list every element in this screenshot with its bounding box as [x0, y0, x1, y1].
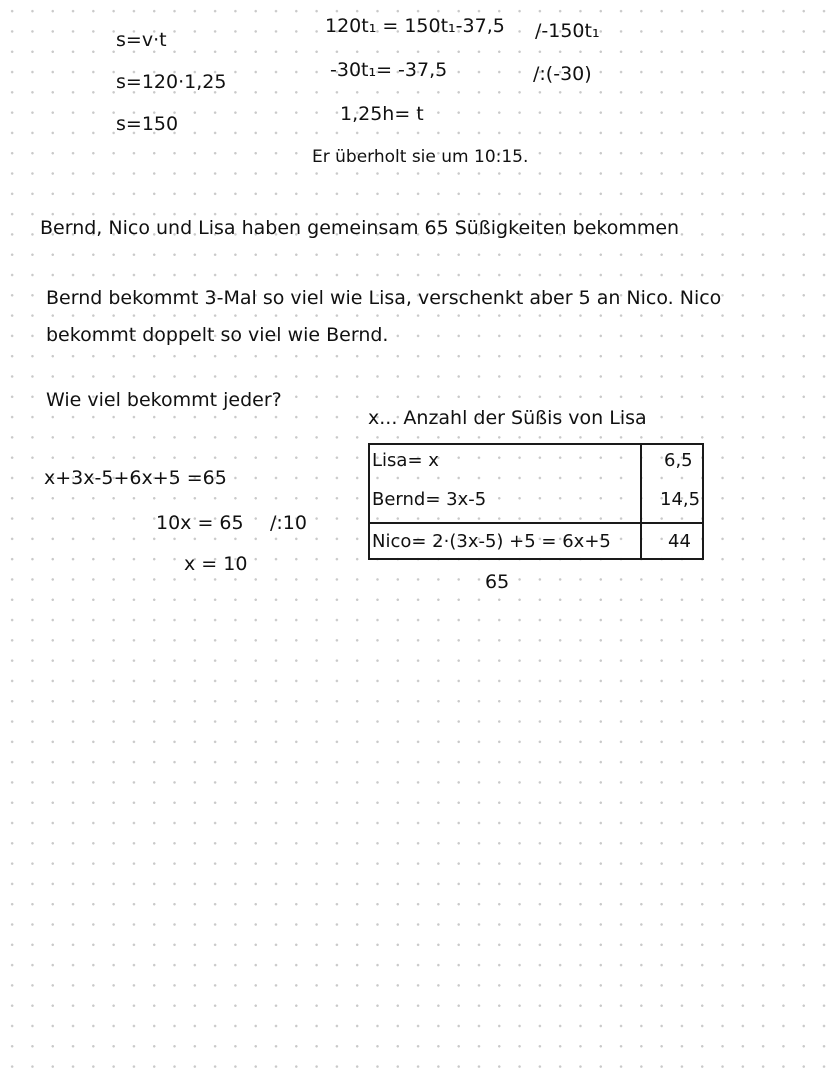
operation-2: /:(-30) [533, 63, 592, 85]
operation-1: /-150t₁ [535, 20, 600, 42]
table-row-divider [370, 522, 702, 524]
result-sentence: Er überholt sie um 10:15. [312, 147, 529, 167]
problem-line-1: Bernd, Nico und Lisa haben gemeinsam 65 Süßigkeiten bekommen [40, 217, 680, 239]
equation-line-2: -30t₁= -37,5 [330, 59, 448, 81]
problem-line-3: bekommt doppelt so viel wie Bernd. [46, 324, 389, 346]
equation-line-3: 1,25h= t [340, 103, 424, 125]
equation-simplified: 10x = 65 [156, 512, 244, 534]
formula-s-value: s=120·1,25 [116, 71, 227, 93]
equation-sum: x+3x-5+6x+5 =65 [44, 467, 227, 489]
equation-division-op: /:10 [270, 512, 307, 534]
question: Wie viel bekommt jeder? [46, 389, 282, 411]
variable-definition: x... Anzahl der Süßis von Lisa [368, 407, 647, 429]
equation-line-1: 120t₁ = 150t₁-37,5 [325, 15, 505, 37]
distribution-table [368, 443, 704, 560]
formula-s-vt: s=v·t [116, 29, 167, 51]
table-row-lisa-expr: Lisa= x [372, 450, 439, 471]
table-row-nico-value: 44 [668, 531, 691, 552]
table-row-nico-expr: Nico= 2·(3x-5) +5 = 6x+5 [372, 531, 611, 552]
formula-s-result: s=150 [116, 113, 179, 135]
table-total: 65 [485, 571, 510, 593]
equation-solution: x = 10 [184, 553, 248, 575]
problem-line-2: Bernd bekommt 3-Mal so viel wie Lisa, verschenkt aber 5 an Nico. Nico [46, 287, 722, 309]
table-row-bernd-expr: Bernd= 3x-5 [372, 489, 487, 510]
table-row-bernd-value: 14,5 [660, 489, 701, 510]
table-column-divider [640, 445, 642, 558]
table-row-lisa-value: 6,5 [664, 450, 693, 471]
